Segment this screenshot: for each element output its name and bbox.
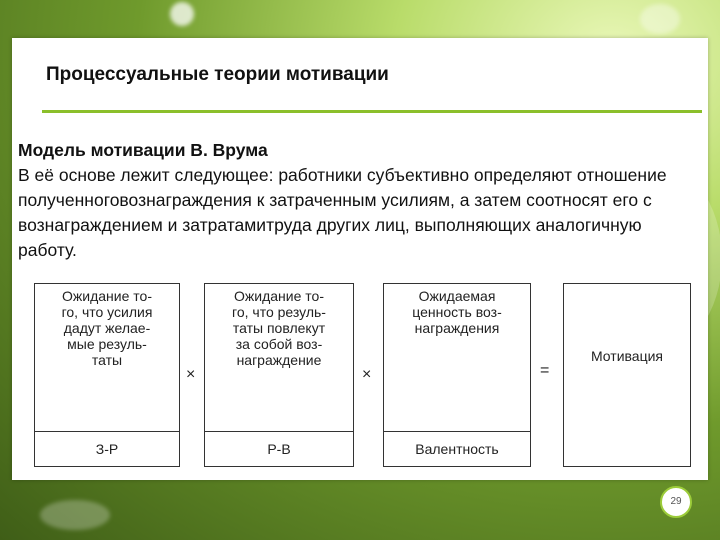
diagram-box-motivation [563,283,691,467]
equals-operator: = [540,362,550,379]
diagram-box-expectancy-effort [34,283,180,467]
box-code: З-Р [35,431,179,466]
model-description: В её основе лежит следующее: работники субъективно определяют отношение полученноговознаграждения к затраченным усилиям, а затем соотносят его с вознаграждением и затратамитруда других лиц, выполняющих аналогичную работу. [18,165,667,260]
background-glow [40,500,110,530]
diagram-box-expectancy-reward [204,283,354,467]
box-code: Р-В [205,431,353,466]
box-label: Ожидание то- го, что резуль- таты повлекут за собой воз- награждение [232,288,326,368]
slide-body [18,138,704,263]
model-heading: Модель мотивации В. Врума [18,140,268,160]
box-label: Ожидаемая ценность воз- награждения [412,288,502,336]
box-label: Ожидание то- го, что усилия дадут желае- мые резуль- таты [61,288,153,368]
background-glow [170,2,194,26]
background-glow [640,4,680,34]
slide-content [12,38,708,480]
box-code: Валентность [384,431,530,466]
multiply-operator: × [186,366,196,383]
diagram-box-valence [383,283,531,467]
multiply-operator: × [362,366,372,383]
slide-title: Процессуальные теории мотивации [46,64,389,85]
box-label: Мотивация [590,348,664,364]
page-number-badge: 29 [660,486,692,518]
title-divider [42,110,702,113]
